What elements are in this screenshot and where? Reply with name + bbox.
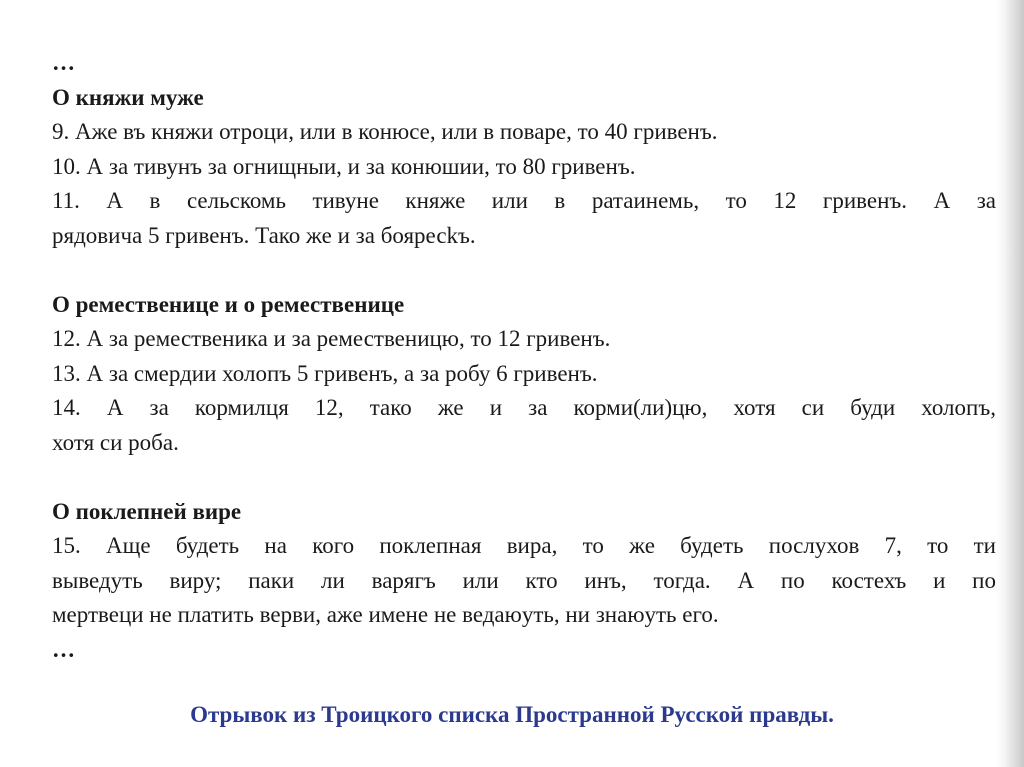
paragraph-spacer <box>52 253 996 288</box>
ellipsis-top: … <box>52 50 75 75</box>
article-12: 12. А за ремественика и за ремественицю, то 12 гривенъ. <box>52 326 611 351</box>
page-edge-shadow <box>996 0 1024 767</box>
article-11-line-1: 11. А в сельскомь тивуне княже или в ратаинемь, то 12 гривенъ. А за <box>52 188 996 213</box>
section-heading-slander-vira: О поклепней вире <box>52 498 242 524</box>
article-10: 10. А за тивунъ за огнищныи, и за конюшии, то 80 гривенъ. <box>52 153 636 179</box>
article-13: 13. А за смердии холопъ 5 гривенъ, а за робу 6 гривенъ. <box>52 360 598 386</box>
article-15-line-2: выведуть виру; паки ли варягъ или кто инъ, тогда. А по костехъ и по <box>52 567 996 593</box>
source-caption: Отрывок из Троицкого списка Пространной Русской правды. <box>190 702 834 727</box>
document-text <box>52 46 996 667</box>
section-heading-craftsmen: О ремественице и о ремественице <box>52 291 405 317</box>
article-15-line-3: мертвеци не платить верви, аже имене не ведаюуть, ни знаюуть его. <box>52 602 719 627</box>
article-14-line-1: 14. А за кормилця 12, тако же и за корми(ли)цю, хотя си буди холопъ, <box>52 395 996 420</box>
ellipsis-bottom: … <box>52 636 75 662</box>
section-heading-prince-men: О княжи муже <box>52 84 204 110</box>
article-9: 9. Аже въ княжи отроци, или в конюсе, или в поваре, то 40 гривенъ. <box>52 119 718 144</box>
article-14-line-2: хотя си роба. <box>52 429 179 455</box>
paragraph-spacer <box>52 460 996 495</box>
article-11-line-2: рядовича 5 гривенъ. Тако же и за бояресkъ. <box>52 222 476 248</box>
article-15-line-1: 15. Аще будеть на кого поклепная вира, то же будеть послухов 7, то ти <box>52 533 996 558</box>
